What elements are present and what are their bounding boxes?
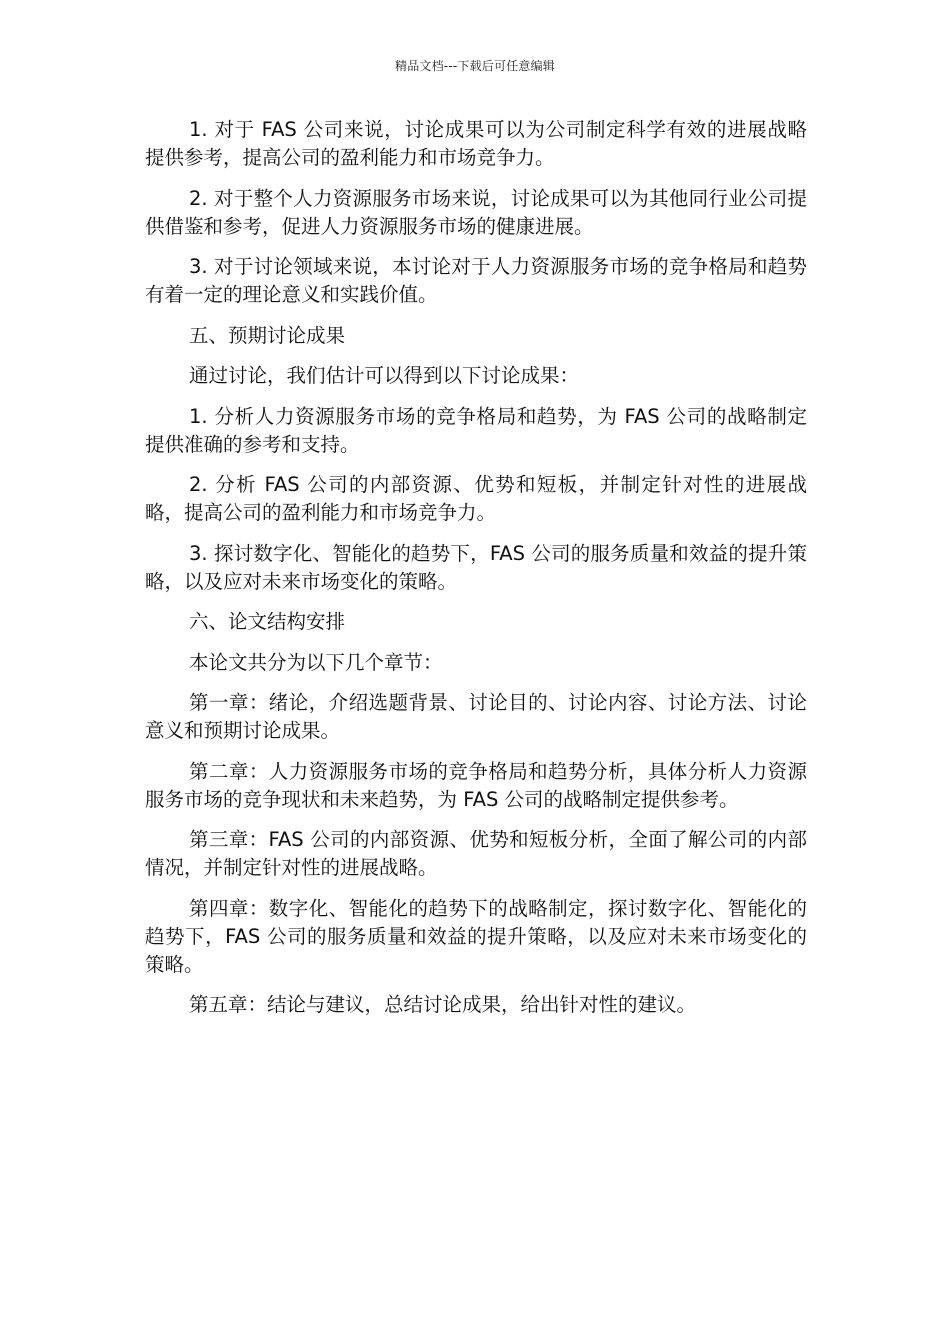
paragraph-expected-2: 2. 分析 FAS 公司的内部资源、优势和短板，并制定针对性的进展战略，提高公司的盈利能力和市场竞争力。: [145, 473, 807, 524]
paragraph-chapter-1: 第一章：绪论，介绍选题背景、讨论目的、讨论内容、讨论方法、讨论意义和预期讨论成果。: [145, 691, 807, 742]
paragraph-structure-intro: 本论文共分为以下几个章节：: [189, 650, 443, 674]
document-body: [145, 116, 807, 1032]
page-header: 精品文档---下载后可任意编辑: [395, 59, 555, 73]
paragraph-expected-intro: 通过讨论，我们估计可以得到以下讨论成果：: [189, 364, 580, 387]
paragraph-chapter-5: 第五章：结论与建议，总结讨论成果，给出针对性的建议。: [189, 993, 697, 1016]
section-heading-structure: 六、论文结构安排: [189, 610, 346, 633]
paragraph-significance-market: 2. 对于整个人力资源服务市场来说，讨论成果可以为其他同行业公司提供借鉴和参考，促进人力资源服务市场的健康进展。: [145, 186, 807, 238]
section-heading-expected-results: 五、预期讨论成果: [189, 323, 346, 347]
paragraph-chapter-3: 第三章：FAS 公司的内部资源、优势和短板分析，全面了解公司的内部情况，并制定针对性的进展战略。: [145, 828, 807, 879]
paragraph-expected-1: 1. 分析人力资源服务市场的竞争格局和趋势，为 FAS 公司的战略制定提供准确的参考和支持。: [145, 404, 807, 456]
paragraph-expected-3: 3. 探讨数字化、智能化的趋势下，FAS 公司的服务质量和效益的提升策略，以及应对未来市场变化的策略。: [145, 541, 807, 593]
paragraph-significance-field: 3. 对于讨论领域来说，本讨论对于人力资源服务市场的竞争格局和趋势有着一定的理论意义和实践价值。: [145, 255, 807, 306]
paragraph-significance-fas: 1. 对于 FAS 公司来说，讨论成果可以为公司制定科学有效的进展战略提供参考，提高公司的盈利能力和市场竞争力。: [145, 118, 807, 169]
paragraph-chapter-2: 第二章：人力资源服务市场的竞争格局和趋势分析，具体分析人力资源服务市场的竞争现状和未来趋势，为 FAS 公司的战略制定提供参考。: [145, 759, 807, 811]
paragraph-chapter-4: 第四章：数字化、智能化的趋势下的战略制定，探讨数字化、智能化的趋势下，FAS 公司的服务质量和效益的提升策略，以及应对未来市场变化的策略。: [145, 896, 807, 976]
